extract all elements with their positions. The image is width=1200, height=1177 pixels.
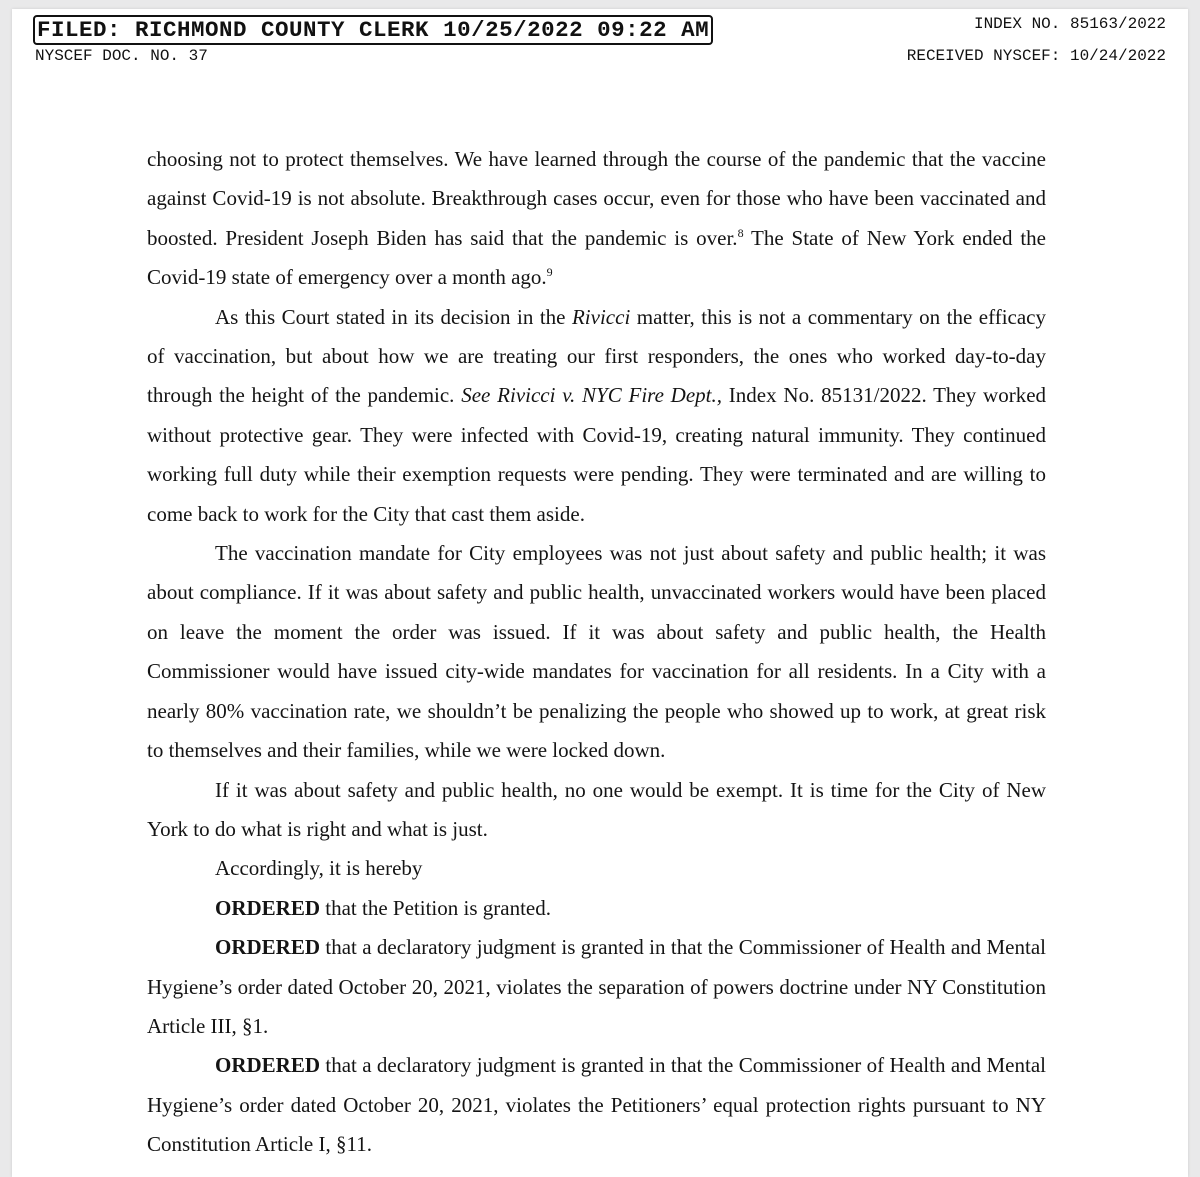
index-number: INDEX NO. 85163/2022	[973, 15, 1166, 33]
paragraph-5: Accordingly, it is hereby	[215, 856, 423, 881]
footnote-ref: 9	[546, 265, 553, 280]
footnote-ref: 8	[737, 225, 744, 240]
ordered-label: ORDERED	[215, 935, 321, 960]
order-text: that the Petition is granted.	[320, 895, 551, 920]
paragraph-3: The vaccination mandate for City employees was not just about safety and public health; it was about compliance. If it was about safety and public health, unvaccinated workers would have been placed on leave the moment the order was issued. If it was about safety and public health, the Health Commissioner would have issued city-wide mandates for vaccination for all residents. In a City with a nearly 80% vaccination rate, we shouldn’t be penalizing the people who showed up to work, at great risk to themselves and their families, while we were locked down.	[147, 541, 1046, 763]
order-3	[147, 1046, 1046, 1164]
case-name: Rivicci	[571, 304, 631, 329]
paragraph-text: As this Court stated in its decision in the	[215, 304, 572, 329]
document-body	[147, 140, 1046, 1165]
paragraph-text: matter, this is not a commentary on the efficacy of vaccination, but about how we are treating our first responders, the ones who worked day-to-day through the height of the pandemic.	[147, 304, 1046, 408]
paragraph-4: If it was about safety and public health, no one would be exempt. It is time for the City of New York to do what is right and what is just.	[147, 777, 1046, 841]
order-text: that a declaratory judgment is granted in that the Commissioner of Health and Mental Hygiene’s order dated October 20, 2021, violates the separation of powers doctrine under NY Constitution Article III, §1.	[147, 935, 1046, 1038]
paragraph-text: choosing not to protect themselves. We have learned through the course of the pandemic that the vaccine against Covid-19 is not absolute. Breakthrough cases occur, even for those who have been vaccinated and boosted. President Joseph Biden has said that the pandemic is over.	[147, 147, 1046, 250]
paragraph-text: Index No. 85131/2022. They worked without protective gear. They were infected with Covid-19, creating natural immunity. They continued working full duty while their exemption requests were pending. They were terminated and are willing to come back to work for the City that cast them aside.	[147, 383, 1047, 526]
order-text: that a declaratory judgment is granted in that the Commissioner of Health and Mental Hygiene’s order dated October 20, 2021, violates the Petitioners’ equal protection rights pursuant to NY Constitution Article I, §11.	[147, 1053, 1046, 1157]
filed-stamp: FILED: RICHMOND COUNTY CLERK 10/25/2022 09:22 AM	[33, 15, 713, 45]
doc-number: NYSCEF DOC. NO. 37	[35, 47, 208, 65]
order-2	[147, 928, 1046, 1046]
paragraph-text: The State of New York ended the Covid-19 state of emergency over a month ago.	[147, 225, 1046, 290]
order-1	[147, 889, 1046, 928]
paragraph-1	[147, 140, 1046, 298]
document-page	[12, 9, 1188, 1177]
ordered-label: ORDERED	[215, 895, 321, 920]
received-date: RECEIVED NYSCEF: 10/24/2022	[906, 47, 1166, 65]
paragraph-2	[147, 298, 1046, 534]
case-citation: See Rivicci v. NYC Fire Dept.,	[461, 383, 723, 408]
ordered-label: ORDERED	[215, 1053, 321, 1078]
